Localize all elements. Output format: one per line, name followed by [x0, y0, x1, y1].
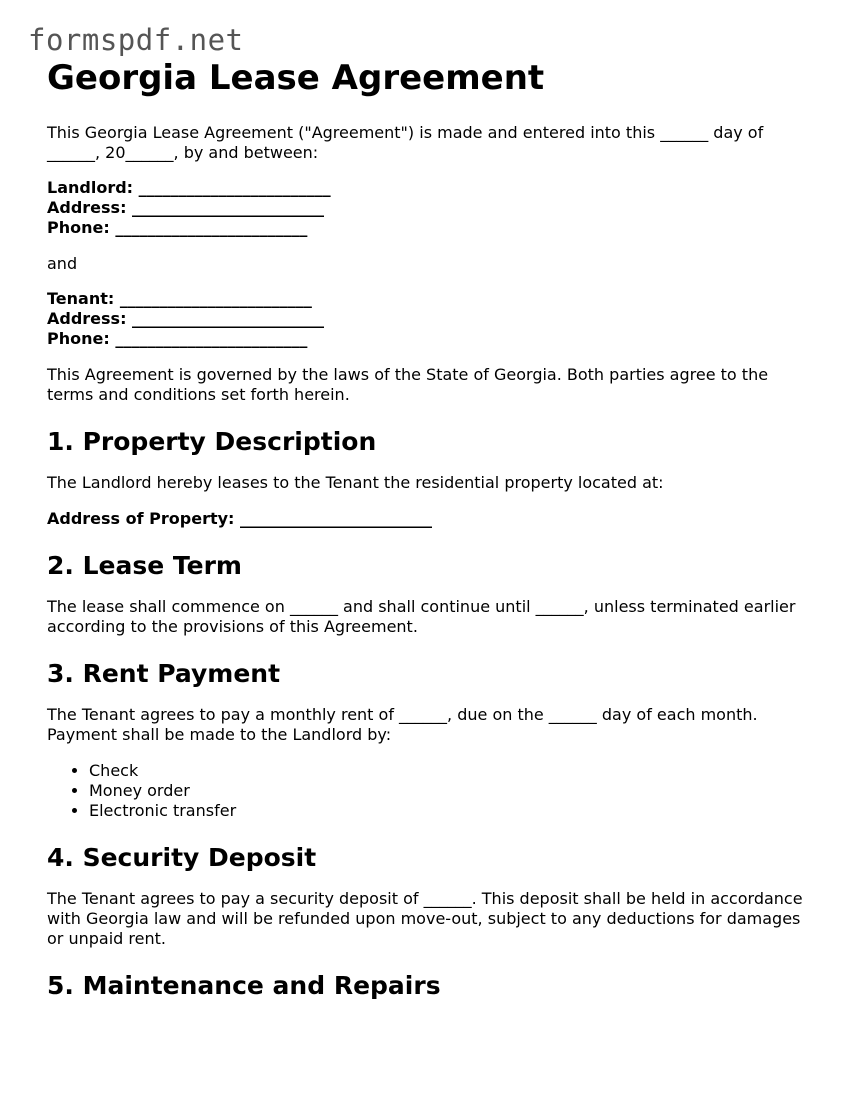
list-item: • Money order: [89, 781, 817, 801]
watermark-text: formspdf.net: [28, 23, 244, 57]
payment-methods-list: [47, 761, 817, 821]
property-address-field: Address of Property: ________________________: [47, 508, 433, 528]
deposit-paragraph: The Tenant agrees to pay a security deposit of ______. This deposit shall be held in accordance with Georgia law and will be refunded upon move-out, subject to any deductions for damages or unpaid rent.: [47, 888, 803, 948]
document-page: [47, 58, 817, 1001]
section-heading-lease-term: 2. Lease Term: [47, 550, 242, 580]
list-item: • Check: [89, 761, 817, 781]
rent-paragraph: The Tenant agrees to pay a monthly rent of ______, due on the ______ day of each month. Payment shall be made to the Landlord by:: [47, 704, 758, 744]
lease-term-paragraph: The lease shall commence on ______ and shall continue until ______, unless terminated earlier according to the provisions of this Agreement.: [47, 596, 796, 636]
tenant-block: [47, 289, 817, 349]
intro-paragraph: This Georgia Lease Agreement ("Agreement") is made and entered into this ______ day of ______, 20______, by and between:: [47, 122, 764, 162]
and-text: and: [47, 253, 78, 273]
tenant-name-field: Tenant: ________________________: [47, 288, 312, 308]
section-heading-property: 1. Property Description: [47, 426, 377, 456]
landlord-phone-field: Phone: ________________________: [47, 217, 308, 237]
property-paragraph: The Landlord hereby leases to the Tenant the residential property located at:: [47, 472, 664, 492]
landlord-address-field: Address: ________________________: [47, 197, 325, 217]
tenant-address-field: Address: ________________________: [47, 308, 325, 328]
tenant-phone-field: Phone: ________________________: [47, 328, 308, 348]
landlord-block: [47, 178, 817, 238]
list-item: • Electronic transfer: [89, 801, 817, 821]
document-title: Georgia Lease Agreement: [47, 58, 545, 98]
section-heading-rent: 3. Rent Payment: [47, 658, 281, 688]
governing-law-paragraph: This Agreement is governed by the laws of the State of Georgia. Both parties agree to the terms and conditions set forth herein.: [47, 364, 769, 404]
section-heading-maintenance: 5. Maintenance and Repairs: [47, 970, 441, 1000]
section-heading-deposit: 4. Security Deposit: [47, 842, 317, 872]
landlord-name-field: Landlord: ________________________: [47, 177, 331, 197]
